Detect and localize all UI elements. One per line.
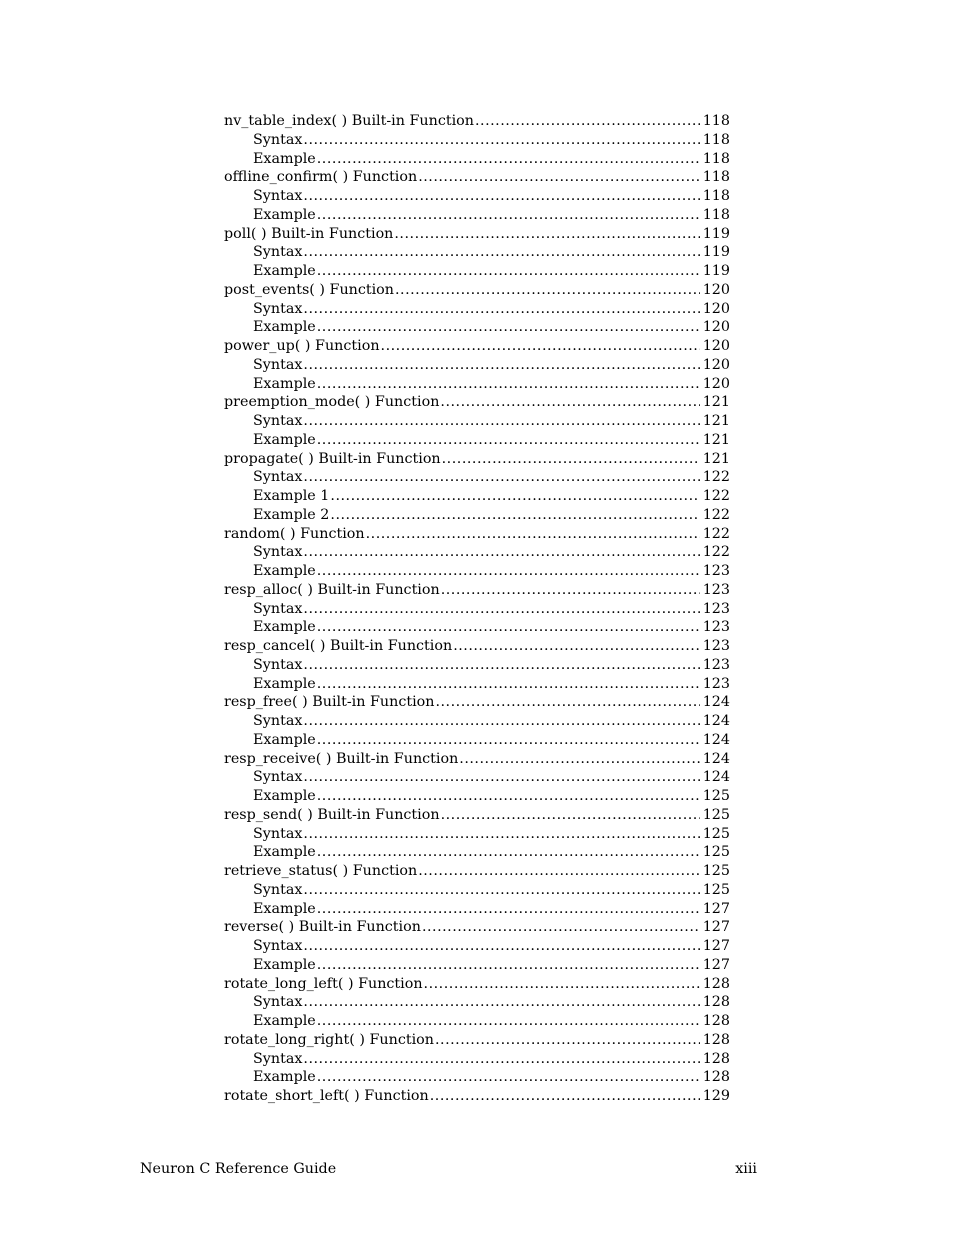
dot-leader <box>440 393 699 412</box>
dot-leader <box>394 225 699 244</box>
toc-entry-page-number: 128 <box>702 975 730 992</box>
toc-entry-title: Example <box>253 731 316 748</box>
toc-entry-title: Example 2 <box>253 506 330 523</box>
dot-leader <box>475 112 700 131</box>
toc-subentry[interactable] <box>224 150 730 169</box>
toc-entry-page-number: 118 <box>702 206 730 223</box>
dot-leader <box>330 506 699 525</box>
toc-entry[interactable] <box>224 806 730 825</box>
dot-leader <box>317 618 700 637</box>
toc-entry-page-number: 122 <box>702 469 730 486</box>
dot-leader <box>303 356 699 375</box>
toc-entry[interactable] <box>224 393 730 412</box>
toc-entry-page-number: 122 <box>702 544 730 561</box>
toc-entry-page-number: 125 <box>702 825 730 842</box>
toc-entry-page-number: 128 <box>702 1050 730 1067</box>
dot-leader <box>424 975 700 994</box>
toc-entry-page-number: 123 <box>702 600 730 617</box>
toc-entry-page-number: 120 <box>702 356 730 373</box>
toc-subentry[interactable] <box>224 543 730 562</box>
toc-entry-page-number: 125 <box>702 881 730 898</box>
toc-entry-title: post_events( ) Function <box>224 281 394 298</box>
dot-leader <box>317 1012 700 1031</box>
toc-entry-title: Syntax <box>253 825 303 842</box>
toc-subentry[interactable] <box>224 881 730 900</box>
toc-entry-page-number: 128 <box>702 1031 730 1048</box>
toc-subentry[interactable] <box>224 468 730 487</box>
toc-entry-title: Syntax <box>253 713 303 729</box>
dot-leader <box>381 337 700 356</box>
dot-leader <box>366 525 700 544</box>
toc-entry[interactable] <box>224 1087 730 1106</box>
toc-entry-page-number: 121 <box>702 450 730 467</box>
toc-entry-title: Syntax <box>253 938 303 954</box>
dot-leader <box>317 731 700 750</box>
toc-entry-title: rotate_long_right( ) Function <box>224 1031 434 1048</box>
toc-entry-page-number: 121 <box>702 431 730 448</box>
toc-entry-title: Syntax <box>253 994 303 1011</box>
toc-entry-page-number: 124 <box>702 731 730 748</box>
toc-entry-page-number: 121 <box>702 394 730 411</box>
dot-leader <box>317 150 700 169</box>
dot-leader <box>430 1087 700 1106</box>
toc-subentry[interactable] <box>224 843 730 862</box>
toc-entry-page-number: 124 <box>702 694 730 711</box>
dot-leader <box>303 937 699 956</box>
dot-leader <box>317 956 700 975</box>
toc-entry-title: Example <box>253 431 316 448</box>
toc-entry-page-number: 129 <box>702 1088 730 1104</box>
toc-entry[interactable] <box>224 637 730 656</box>
toc-subentry[interactable] <box>224 300 730 319</box>
dot-leader <box>317 1068 700 1087</box>
toc-entry-page-number: 124 <box>702 713 730 729</box>
dot-leader <box>418 168 700 187</box>
toc-entry-page-number: 119 <box>702 263 730 279</box>
toc-entry-title: propagate( ) Built-in Function <box>224 450 441 467</box>
toc-entry-title: Syntax <box>253 356 303 373</box>
toc-entry-title: resp_alloc( ) Built-in Function <box>224 581 440 598</box>
toc-entry-title: Syntax <box>253 656 303 673</box>
dot-leader <box>317 431 700 450</box>
dot-leader <box>317 900 700 919</box>
toc-entry-page-number: 121 <box>702 413 730 429</box>
toc-entry-title: power_up( ) Function <box>224 338 380 354</box>
toc-subentry[interactable] <box>224 187 730 206</box>
toc-entry-title: Example <box>253 319 316 336</box>
toc-subentry[interactable] <box>224 937 730 956</box>
toc-entry[interactable] <box>224 225 730 244</box>
toc-entry-page-number: 128 <box>702 1013 730 1029</box>
toc-entry[interactable] <box>224 975 730 994</box>
toc-entry-page-number: 127 <box>702 938 730 954</box>
toc-entry-title: Syntax <box>253 300 303 317</box>
toc-subentry[interactable] <box>224 600 730 619</box>
toc-subentry[interactable] <box>224 1068 730 1087</box>
toc-subentry[interactable] <box>224 262 730 281</box>
toc-entry-page-number: 125 <box>702 844 730 861</box>
dot-leader <box>330 487 699 506</box>
toc-entry-page-number: 125 <box>702 863 730 879</box>
footer-page-number: xiii <box>735 1161 757 1177</box>
toc-subentry[interactable] <box>224 318 730 337</box>
toc-entry-page-number: 123 <box>702 638 730 654</box>
toc-entry-title: resp_send( ) Built-in Function <box>224 806 440 823</box>
toc-entry[interactable] <box>224 862 730 881</box>
toc-entry-title: Syntax <box>253 769 303 786</box>
toc-entry-page-number: 128 <box>702 1069 730 1086</box>
toc-entry[interactable] <box>224 750 730 769</box>
toc-subentry[interactable] <box>224 768 730 787</box>
footer-title: Neuron C Reference Guide <box>140 1161 337 1177</box>
toc-subentry[interactable] <box>224 431 730 450</box>
toc-entry[interactable] <box>224 337 730 356</box>
toc-entry-title: retrieve_status( ) Function <box>224 863 418 879</box>
dot-leader <box>303 656 699 675</box>
toc-subentry[interactable] <box>224 412 730 431</box>
toc-entry-title: resp_free( ) Built-in Function <box>224 694 435 711</box>
dot-leader <box>317 843 700 862</box>
toc-subentry[interactable] <box>224 243 730 262</box>
toc-subentry[interactable] <box>224 712 730 731</box>
toc-subentry[interactable] <box>224 956 730 975</box>
dot-leader <box>317 787 700 806</box>
toc-subentry[interactable] <box>224 675 730 694</box>
dot-leader <box>303 825 699 844</box>
toc-subentry[interactable] <box>224 618 730 637</box>
toc-entry-title: Syntax <box>253 469 303 486</box>
toc-entry[interactable] <box>224 581 730 600</box>
toc-entry-title: resp_receive( ) Built-in Function <box>224 750 459 767</box>
toc-entry-page-number: 118 <box>702 131 730 148</box>
toc-entry-title: Example <box>253 619 316 636</box>
toc-subentry[interactable] <box>224 1012 730 1031</box>
toc-entry-page-number: 123 <box>702 675 730 692</box>
toc-entry-page-number: 122 <box>702 488 730 504</box>
toc-entry-title: Example <box>253 900 316 917</box>
dot-leader <box>395 281 700 300</box>
toc-entry-page-number: 122 <box>702 506 730 523</box>
dot-leader <box>317 675 700 694</box>
toc-entry-title: Example <box>253 150 316 167</box>
dot-leader <box>303 468 699 487</box>
toc-entry-page-number: 124 <box>702 750 730 767</box>
toc-entry[interactable] <box>224 112 730 131</box>
toc-entry-title: Syntax <box>253 881 303 898</box>
toc-entry-title: Example <box>253 206 316 223</box>
toc-entry-page-number: 118 <box>702 169 730 186</box>
toc-entry[interactable] <box>224 281 730 300</box>
toc-entry-title: Example <box>253 1013 316 1029</box>
toc-entry-title: Example <box>253 375 316 392</box>
toc-entry[interactable] <box>224 693 730 712</box>
toc-entry-page-number: 122 <box>702 525 730 542</box>
dot-leader <box>303 993 699 1012</box>
toc-subentry[interactable] <box>224 656 730 675</box>
dot-leader <box>303 187 699 206</box>
dot-leader <box>317 206 700 225</box>
toc-entry[interactable] <box>224 918 730 937</box>
toc-subentry[interactable] <box>224 375 730 394</box>
dot-leader <box>303 131 699 150</box>
toc-entry-page-number: 124 <box>702 769 730 786</box>
toc-entry-title: Example 1 <box>253 488 330 504</box>
toc-entry-page-number: 127 <box>702 956 730 973</box>
toc-entry-page-number: 123 <box>702 563 730 579</box>
toc-entry-title: Example <box>253 956 316 973</box>
toc-entry-page-number: 125 <box>702 788 730 804</box>
toc-entry-title: nv_table_index( ) Built-in Function <box>224 113 474 129</box>
toc-entry-page-number: 118 <box>702 150 730 167</box>
dot-leader <box>435 693 699 712</box>
toc-entry-title: Syntax <box>253 600 303 617</box>
toc-entry-title: Syntax <box>253 244 303 261</box>
toc-entry-title: Syntax <box>253 413 303 429</box>
toc-entry[interactable] <box>224 525 730 544</box>
dot-leader <box>435 1031 700 1050</box>
toc-entry-page-number: 127 <box>702 919 730 936</box>
dot-leader <box>459 750 699 769</box>
toc-subentry[interactable] <box>224 825 730 844</box>
dot-leader <box>303 243 699 262</box>
toc-entry-title: offline_confirm( ) Function <box>224 169 418 186</box>
toc-entry-title: reverse( ) Built-in Function <box>224 919 421 936</box>
toc-subentry[interactable] <box>224 731 730 750</box>
toc-entry-page-number: 120 <box>702 281 730 298</box>
dot-leader <box>317 262 700 281</box>
dot-leader <box>303 543 699 562</box>
dot-leader <box>303 600 699 619</box>
toc-subentry[interactable] <box>224 506 730 525</box>
toc-entry-title: Syntax <box>253 188 303 204</box>
page-footer <box>140 1160 757 1178</box>
toc-entry-title: rotate_long_left( ) Function <box>224 975 423 992</box>
toc-entry-page-number: 120 <box>702 375 730 392</box>
toc-subentry[interactable] <box>224 356 730 375</box>
toc-entry-page-number: 120 <box>702 319 730 336</box>
dot-leader <box>317 375 700 394</box>
toc-entry-title: preemption_mode( ) Function <box>224 394 440 411</box>
toc-entry-title: Syntax <box>253 544 303 561</box>
toc-entry-page-number: 120 <box>702 300 730 317</box>
toc-entry-page-number: 125 <box>702 806 730 823</box>
dot-leader <box>317 318 700 337</box>
toc-entry-title: Example <box>253 788 316 804</box>
toc-subentry[interactable] <box>224 206 730 225</box>
toc-entry-page-number: 123 <box>702 656 730 673</box>
toc-subentry[interactable] <box>224 131 730 150</box>
toc-entry[interactable] <box>224 450 730 469</box>
dot-leader <box>303 881 699 900</box>
dot-leader <box>317 562 700 581</box>
dot-leader <box>422 918 700 937</box>
toc-subentry[interactable] <box>224 787 730 806</box>
toc-entry-title: Syntax <box>253 131 303 148</box>
toc-entry-title: Example <box>253 563 316 579</box>
toc-entry-title: Example <box>253 1069 316 1086</box>
toc-subentry[interactable] <box>224 1050 730 1069</box>
toc-subentry[interactable] <box>224 487 730 506</box>
dot-leader <box>453 637 700 656</box>
toc-entry-title: Example <box>253 675 316 692</box>
dot-leader <box>303 412 699 431</box>
toc-entry-page-number: 123 <box>702 619 730 636</box>
dot-leader <box>441 581 700 600</box>
toc-entry-title: Syntax <box>253 1050 303 1067</box>
dot-leader <box>303 712 699 731</box>
toc-entry-title: Example <box>253 844 316 861</box>
toc-entry-page-number: 127 <box>702 900 730 917</box>
toc-subentry[interactable] <box>224 900 730 919</box>
dot-leader <box>303 768 699 787</box>
toc-entry-page-number: 120 <box>702 338 730 354</box>
table-of-contents <box>224 112 730 1106</box>
toc-entry[interactable] <box>224 168 730 187</box>
toc-entry-page-number: 128 <box>702 994 730 1011</box>
dot-leader <box>442 450 700 469</box>
dot-leader <box>441 806 700 825</box>
toc-entry-page-number: 123 <box>702 581 730 598</box>
toc-entry-page-number: 119 <box>702 244 730 261</box>
toc-entry-title: resp_cancel( ) Built-in Function <box>224 638 453 654</box>
dot-leader <box>303 300 699 319</box>
toc-subentry[interactable] <box>224 562 730 581</box>
dot-leader <box>418 862 699 881</box>
toc-entry-title: poll( ) Built-in Function <box>224 225 394 242</box>
toc-entry-title: rotate_short_left( ) Function <box>224 1088 429 1104</box>
toc-entry-title: random( ) Function <box>224 525 365 542</box>
toc-entry-page-number: 119 <box>702 225 730 242</box>
dot-leader <box>303 1050 699 1069</box>
toc-entry[interactable] <box>224 1031 730 1050</box>
toc-entry-page-number: 118 <box>702 113 730 129</box>
toc-entry-page-number: 118 <box>702 188 730 204</box>
toc-entry-title: Example <box>253 263 316 279</box>
toc-subentry[interactable] <box>224 993 730 1012</box>
